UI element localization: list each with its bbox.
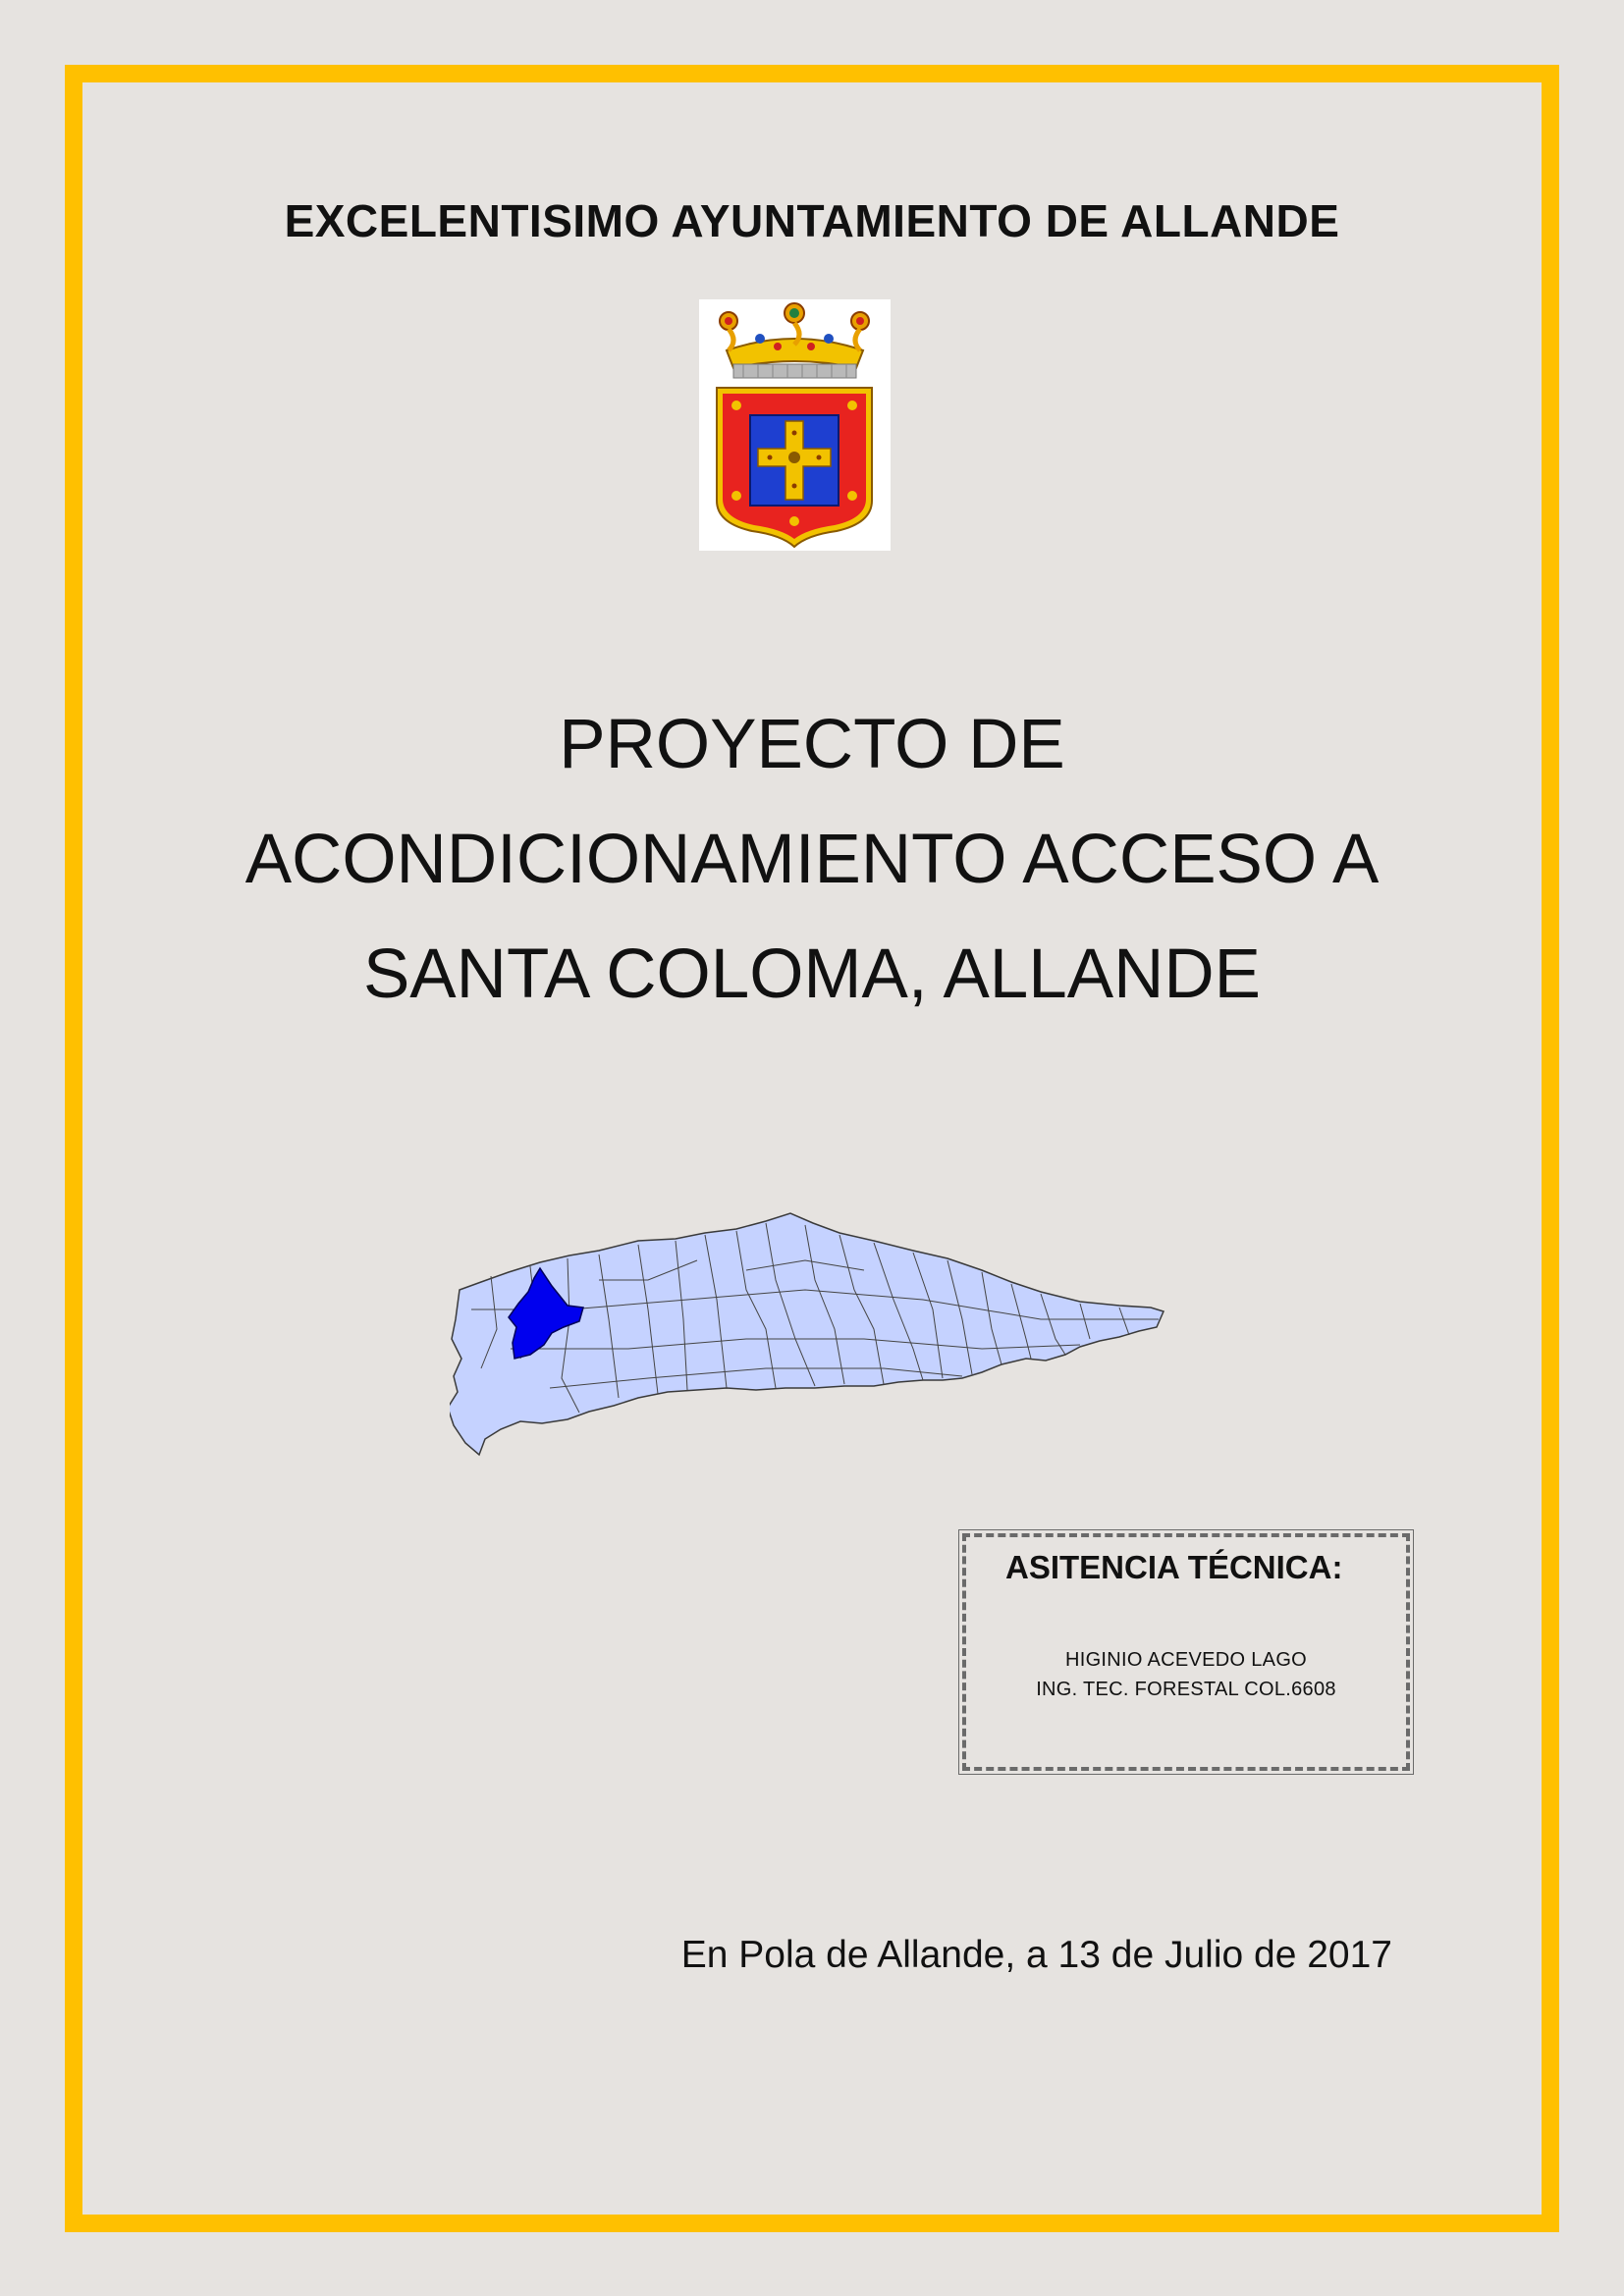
engineer-credential: ING. TEC. FORESTAL COL.6608 xyxy=(1036,1679,1336,1700)
place-and-date: En Pola de Allande, a 13 de Julio de 2017 xyxy=(680,1934,1392,1976)
project-title-line-1: PROYECTO DE xyxy=(559,706,1065,783)
council-heading: EXCELENTISIMO AYUNTAMIENTO DE ALLANDE xyxy=(284,195,1340,246)
project-title-line-2: ACONDICIONAMIENTO ACCESO A xyxy=(244,821,1380,898)
technical-assistance-box xyxy=(962,1533,1410,1771)
asturias-map-icon xyxy=(450,1198,1166,1477)
coat-of-arms-icon xyxy=(699,299,891,551)
project-title-line-3: SANTA COLOMA, ALLANDE xyxy=(362,935,1262,1013)
engineer-name: HIGINIO ACEVEDO LAGO xyxy=(1064,1649,1308,1671)
project-title xyxy=(0,687,1624,1032)
technical-assistance-heading: ASITENCIA TÉCNICA: xyxy=(1005,1549,1343,1585)
